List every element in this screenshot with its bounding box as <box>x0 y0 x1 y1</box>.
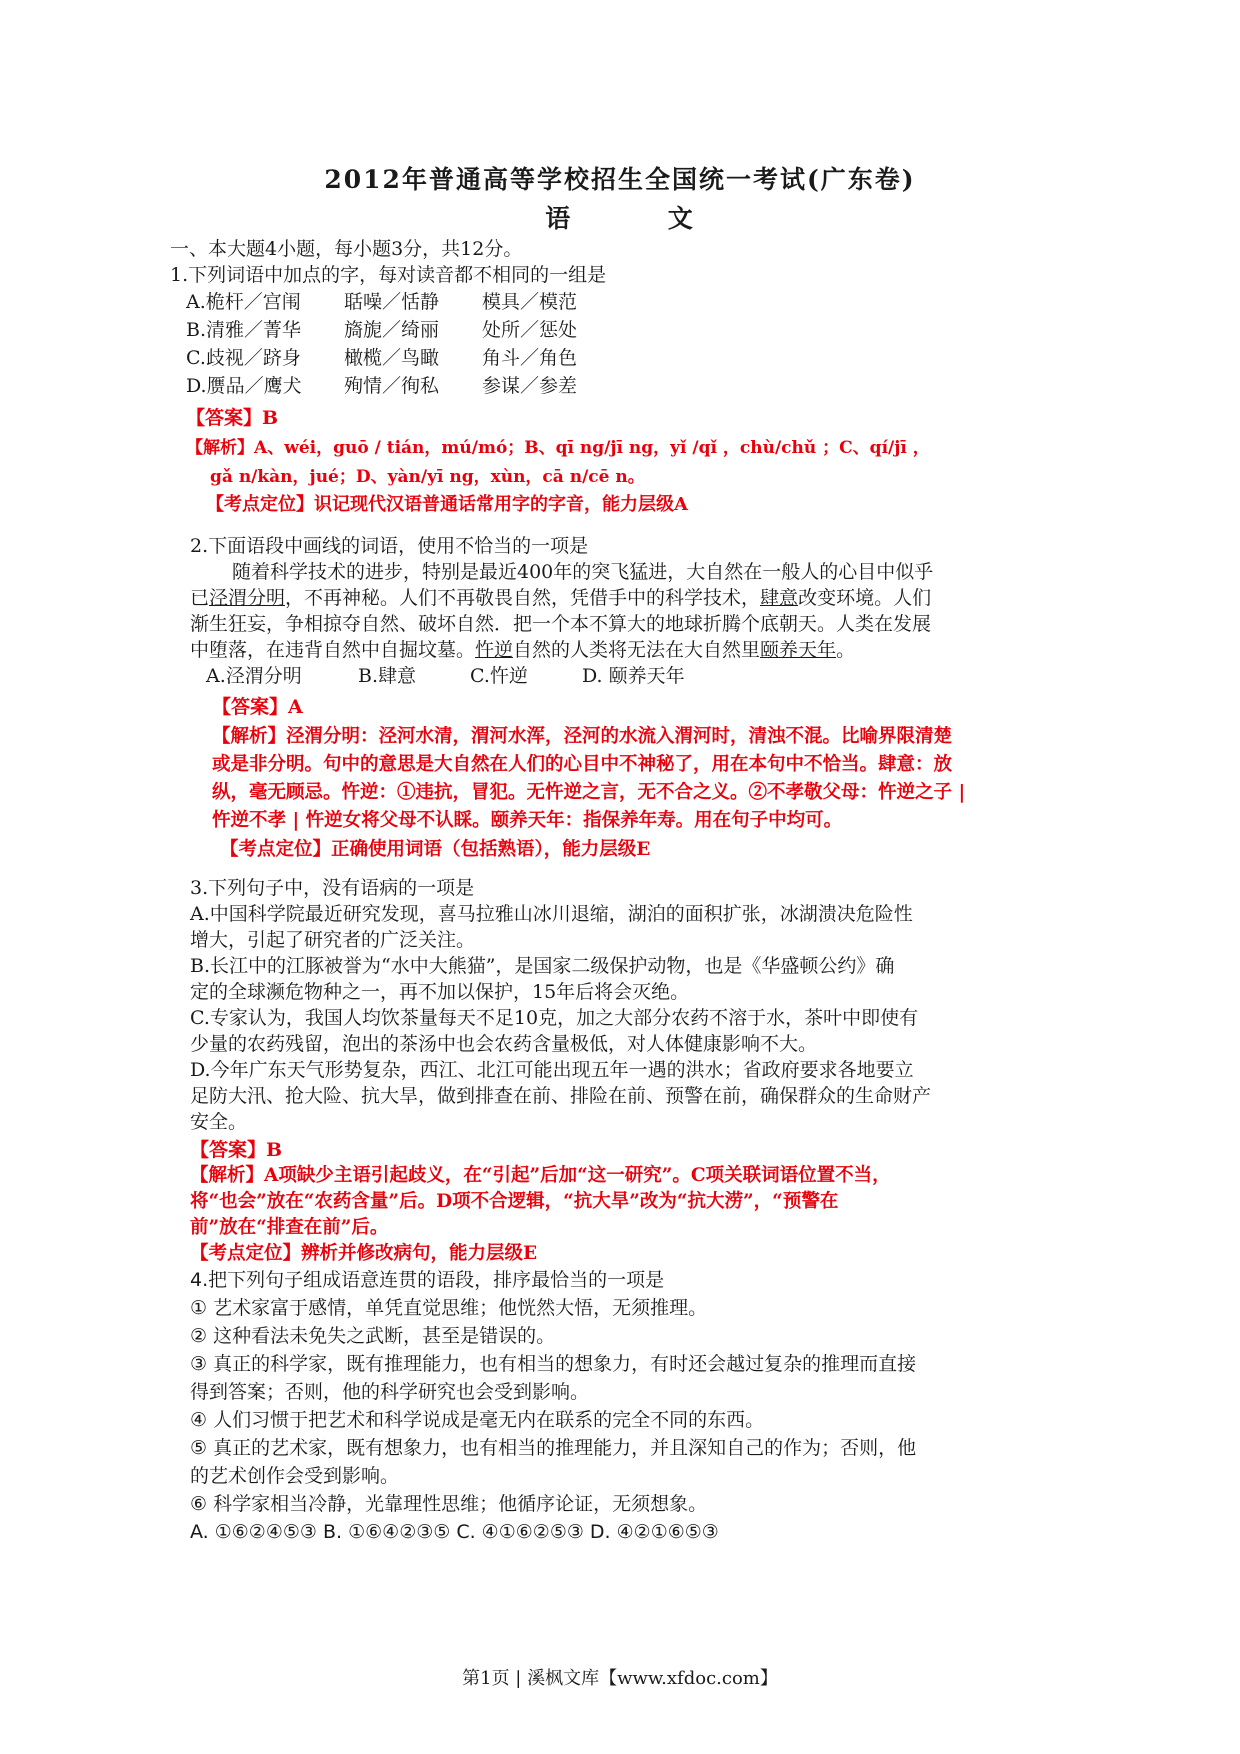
page-footer: 第1页 | 溪枫文库【www.xfdoc.com】 <box>462 1668 778 1689</box>
q2-analysis-line-4: 忤逆不孝 | 忤逆女将父母不认睬。颐养天年：指保养年寿。用在句子中均可。 <box>212 810 843 831</box>
underlined-term: 忤逆 <box>475 639 514 661</box>
q4-line-4: 得到答案；否则，他的科学研究也会受到影响。 <box>190 1381 590 1403</box>
q2-stem: 2.下面语段中画线的词语，使用不恰当的一项是 <box>190 535 589 557</box>
q1-answer: 【答案】B <box>186 407 279 429</box>
q3-line-2: 增大，引起了研究者的广泛关注。 <box>190 929 476 951</box>
q3-line-1: A.中国科学院最近研究发现，喜马拉雅山冰川退缩，湖泊的面积扩张，冰湖溃决危险性 <box>190 903 913 925</box>
subject-char-right: 文 <box>667 204 695 233</box>
underlined-term: 泾渭分明 <box>209 587 286 609</box>
q2-passage-line-4: 中堕落，在违背自然中自掘坟墓。忤逆自然的人类将无法在大自然里颐养天年。 <box>190 639 856 661</box>
q4-line-7: 的艺术创作会受到影响。 <box>190 1465 400 1487</box>
q4-line-6: ⑤ 真正的艺术家，既有想象力，也有相当的推理能力，并且深知自己的作为；否则，他 <box>190 1437 917 1459</box>
q1-analysis-line-2: gǎ n/kàn，jué；D、yàn/yī ng，xùn，cā n/cē n。 <box>210 467 645 487</box>
q3-analysis-line-1: 【解析】A项缺少主语引起歧义，在“引起”后加“这一研究”。C项关联词语位置不当， <box>190 1165 891 1186</box>
subject-char-left: 语 <box>545 204 573 233</box>
q4-line-1: ① 艺术家富于感情，单凭直觉思维；他恍然大悟，无须推理。 <box>190 1297 708 1319</box>
q3-stem: 3.下列句子中，没有语病的一项是 <box>190 877 475 899</box>
q2-passage-line-3: 渐生狂妄，争相掠夺自然、破坏自然．把一个本不算大的地球折腾个底朝天。人类在发展 <box>190 613 932 635</box>
q4-line-2: ② 这种看法未免失之武断，甚至是错误的。 <box>190 1325 556 1347</box>
q3-line-9: 安全。 <box>190 1111 248 1133</box>
q2-analysis-line-2: 或是非分明。句中的意思是大自然在人们的心目中不神秘了，用在本句中不恰当。肆意：放 <box>212 754 953 775</box>
underlined-term: 肆意 <box>760 587 799 609</box>
q1-analysis-line-1: 【解析】A、wéi，guō / tián，mú/mó；B、qī ng/jī ng，yǐ /qǐ ，chù/chǔ ；C、qí/jī ， <box>186 438 930 458</box>
q3-line-4: 定的全球濒危物种之一，再不加以保护，15年后将会灭绝。 <box>190 981 690 1003</box>
q4-line-8: ⑥ 科学家相当冷静，光靠理性思维；他循序论证，无须想象。 <box>190 1493 708 1515</box>
q1-option-b: B.清雅／菁华 旖旎／绮丽 处所／惩处 <box>186 319 578 341</box>
q2-analysis-line-1: 【解析】泾渭分明：泾河水清，渭河水浑，泾河的水流入渭河时，清浊不混。比喻界限清楚 <box>212 726 953 747</box>
q1-stem: 1.下列词语中加点的字，每对读音都不相同的一组是 <box>170 264 607 286</box>
q4-options: A. ①⑥②④⑤③ B. ①⑥④②③⑤ C. ④①⑥②⑤③ D. ④②①⑥⑤③ <box>190 1521 719 1543</box>
q4-stem: 4.把下列句子组成语意连贯的语段，排序最恰当的一项是 <box>190 1269 665 1291</box>
q3-line-6: 少量的农药残留，泡出的茶汤中也会农药含量极低，对人体健康影响不大。 <box>190 1033 818 1055</box>
subject-title <box>0 199 1240 235</box>
q3-line-7: D.今年广东天气形势复杂，西江、北江可能出现五年一遇的洪水；省政府要求各地要立 <box>190 1059 914 1081</box>
section-heading: 一、本大题4小题，每小题3分，共12分。 <box>170 238 523 260</box>
q2-passage-line-1: 随着科学技术的进步，特别是最近400年的突飞猛进，大自然在一般人的心目中似乎 <box>232 561 934 583</box>
q2-options: A.泾渭分明 B.肆意 C.忤逆 D. 颐养天年 <box>206 665 685 687</box>
underlined-term: 颐养天年 <box>760 639 837 661</box>
q2-analysis-line-3: 纵，毫无顾忌。忤逆：①违抗，冒犯。无忤逆之言，无不合之义。②不孝敬父母：忤逆之子 | <box>212 782 966 803</box>
q3-analysis-line-3: 前”放在“排查在前”后。 <box>190 1217 389 1238</box>
exam-title: 2012年普通高等学校招生全国统一考试(广东卷) <box>324 165 916 194</box>
q1-option-c: C.歧视／跻身 橄榄／鸟瞰 角斗／角色 <box>186 347 578 369</box>
q3-line-8: 足防大汛、抢大险、抗大旱，做到排查在前、排险在前、预警在前，确保群众的生命财产 <box>190 1085 932 1107</box>
q2-answer: 【答案】A <box>212 696 303 718</box>
q3-line-5: C.专家认为，我国人均饮茶量每天不足10克，加之大部分农药不溶于水，茶叶中即使有 <box>190 1007 919 1029</box>
q3-line-3: B.长江中的江豚被誉为“水中大熊猫”，是国家二级保护动物，也是《华盛顿公约》确 <box>190 955 895 977</box>
q1-option-d: D.赝品／鹰犬 殉情／徇私 参谋／参差 <box>186 375 578 397</box>
q1-option-a: A.桅杆／宫闱 聒噪／恬静 模具／模范 <box>186 291 578 313</box>
q2-passage-line-2: 已泾渭分明，不再神秘。人们不再敬畏自然，凭借手中的科学技术，肆意改变环境。人们 <box>190 587 932 609</box>
q4-line-5: ④ 人们习惯于把艺术和科学说成是毫无内在联系的完全不同的东西。 <box>190 1409 765 1431</box>
q4-line-3: ③ 真正的科学家，既有推理能力，也有相当的想象力，有时还会越过复杂的推理而直接 <box>190 1353 917 1375</box>
q1-key-point: 【考点定位】识记现代汉语普通话常用字的字音，能力层级A <box>206 494 688 515</box>
q3-answer: 【答案】B <box>190 1139 283 1161</box>
q2-key-point: 【考点定位】正确使用词语（包括熟语），能力层级E <box>220 839 651 860</box>
q3-analysis-line-2: 将“也会”放在“农药含量”后。D项不合逻辑，“抗大旱”改为“抗大涝”，“预警在 <box>190 1191 839 1212</box>
q3-key-point: 【考点定位】辨析并修改病句，能力层级E <box>190 1243 538 1264</box>
